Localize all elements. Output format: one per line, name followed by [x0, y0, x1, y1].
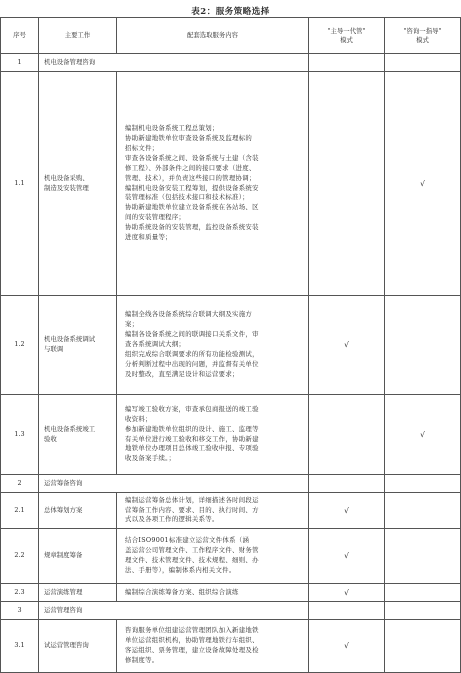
content-line: 修工程）、外部条件之间的接口要求（进度、	[125, 163, 256, 172]
row-service-content	[117, 72, 309, 296]
content-line: 协助系统设备的安装管理，监控设备系统安装	[125, 223, 259, 232]
content-line: 结合ISO9001标准建立运营文件体系（涵	[125, 536, 250, 545]
content-line: 式以及各项工作的逻辑关系等。	[125, 515, 219, 524]
content-line: 查各系统调试大纲；	[125, 340, 186, 349]
row-number: 2.2	[1, 529, 39, 584]
row-main-work: 机电设备系统竣工 验收	[39, 395, 117, 475]
table-row	[1, 529, 461, 584]
row-number: 3.1	[1, 620, 39, 673]
row-mode2-mark	[385, 493, 461, 529]
row-main-work: 运营筹备咨询	[39, 475, 309, 493]
row-mode2-mark	[385, 475, 461, 493]
content-line: 咨询服务单位组建运营管理团队加入新建地铁	[125, 626, 259, 635]
row-mode2-mark	[385, 54, 461, 72]
content-line: 招标文件；	[125, 143, 159, 152]
content-line: 组织完成综合联调要求的所有功能检验测试，	[125, 349, 259, 358]
table-row	[1, 493, 461, 529]
row-mode1-mark	[309, 475, 385, 493]
content-line: 法、手册等），编制体系内相关文件。	[125, 565, 236, 574]
row-mode1-mark: √	[309, 529, 385, 584]
content-line: 客运组织、票务管理，建立设备故障处理及检	[125, 646, 259, 654]
content-line: 盖运营公司管理文件、工作程序文件、财务管	[125, 546, 259, 555]
row-mode2-mark	[385, 602, 461, 620]
content-line: 编制运营筹备总体计划，详细描述各时间段运	[125, 495, 259, 504]
row-number: 2	[1, 475, 39, 493]
table-header-row	[1, 18, 461, 54]
row-service-content	[117, 296, 309, 395]
row-main-work: 规章制度筹备	[39, 529, 117, 584]
content-line: 编制机电设备系统工程总策划；	[125, 123, 219, 132]
content-line: 参加新建地铁单位组织的设计、施工、监理等	[125, 424, 259, 433]
row-number: 2.3	[1, 584, 39, 602]
table-row	[1, 395, 461, 475]
row-number: 1.2	[1, 296, 39, 395]
content-line: 编制综合演练筹备方案、组织综合演练	[125, 587, 239, 596]
row-mode1-mark	[309, 602, 385, 620]
row-main-work: 机电设备采购、 制造及安装管理	[39, 72, 117, 296]
content-line: 间的安装管理程序；	[125, 213, 186, 222]
row-mode1-mark: √	[309, 620, 385, 673]
row-main-work: 运营管理咨询	[39, 602, 309, 620]
content-line: 编制机电设备安装工程筹划，提供设备系统安	[125, 183, 259, 192]
row-mode2-mark: √	[385, 395, 461, 475]
content-line: 收及备案手续。；	[125, 454, 176, 463]
content-line: 协助新建地铁单位建立设备系统在各站场、区	[125, 203, 259, 212]
content-line: 地铁单位办理项目总体竣工验收申报、专项验	[125, 444, 259, 453]
row-number: 1	[1, 54, 39, 72]
category-row	[1, 602, 461, 620]
content-line: 装管理标准（包括技术接口和技术标准）；	[125, 193, 249, 202]
row-service-content	[117, 529, 309, 584]
content-line: 分析判断过程中出现的问题，并监督有关单位	[125, 359, 259, 368]
row-number: 3	[1, 602, 39, 620]
header-content: 配套选取服务内容	[117, 18, 309, 54]
row-service-content	[117, 493, 309, 529]
row-mode2-mark: √	[385, 72, 461, 296]
content-line: 审查各设备系统之间、设备系统与土建（含装	[125, 153, 259, 162]
header-mode2: "咨询一指导" 模式	[385, 18, 461, 54]
row-mode2-mark	[385, 529, 461, 584]
content-line: 进度和质量等；	[125, 233, 172, 242]
table-body	[1, 54, 461, 673]
content-line: 编写竣工验收方案，审查承包商报送的竣工验	[125, 404, 259, 413]
row-mode1-mark	[309, 395, 385, 475]
row-mode1-mark	[309, 54, 385, 72]
category-row	[1, 475, 461, 493]
content-line: 案；	[125, 320, 139, 329]
content-line: 理文件、技术管理文件、技术规程、细则、办	[125, 556, 259, 564]
row-main-work: 运营演练管理	[39, 584, 117, 602]
table-row	[1, 296, 461, 395]
service-strategy-table	[0, 17, 461, 673]
content-line: 修制度等。	[125, 655, 159, 664]
row-main-work: 试运营管理咨询	[39, 620, 117, 673]
row-mode2-mark	[385, 584, 461, 602]
content-line: 营筹备工作内容、要求、目的、执行时间、方	[125, 505, 259, 514]
category-row	[1, 54, 461, 72]
row-service-content	[117, 620, 309, 673]
content-line: 编制全线各设备系统综合联调大纲及实施方	[125, 310, 253, 319]
row-mode1-mark	[309, 72, 385, 296]
row-mode2-mark	[385, 296, 461, 395]
content-line: 收资料；	[125, 414, 152, 423]
table-row	[1, 72, 461, 296]
row-number: 1.1	[1, 72, 39, 296]
row-main-work: 总体筹划方案	[39, 493, 117, 529]
row-mode1-mark: √	[309, 493, 385, 529]
content-line: 有关单位进行竣工验收和移交工作，协助新建	[125, 434, 259, 443]
table-title: 表2：服务策略选择	[191, 7, 270, 17]
row-main-work: 机电设备管理咨询	[39, 54, 309, 72]
row-service-content	[117, 584, 309, 602]
table-row	[1, 620, 461, 673]
row-mode1-mark: √	[309, 584, 385, 602]
table-row	[1, 584, 461, 602]
header-num: 序号	[1, 18, 39, 54]
content-line: 协助新建地铁单位审查设备系统及监理标的	[125, 133, 253, 142]
row-number: 1.3	[1, 395, 39, 475]
content-line: 及时整改，直至满足设计和运营要求；	[125, 369, 239, 378]
row-mode1-mark: √	[309, 296, 385, 395]
row-main-work: 机电设备系统调试 与联调	[39, 296, 117, 395]
header-mode1: "主导一代管" 模式	[309, 18, 385, 54]
content-line: 单位运营组织机构，协助管理地铁行车组织、	[125, 636, 259, 645]
content-line: 管理、技术），并负责这些接口的管理协调；	[125, 173, 256, 182]
header-work: 主要工作	[39, 18, 117, 54]
row-number: 2.1	[1, 493, 39, 529]
row-mode2-mark	[385, 620, 461, 673]
row-service-content	[117, 395, 309, 475]
content-line: 编制各设备系统之间的联调接口关系文件，审	[125, 330, 259, 339]
